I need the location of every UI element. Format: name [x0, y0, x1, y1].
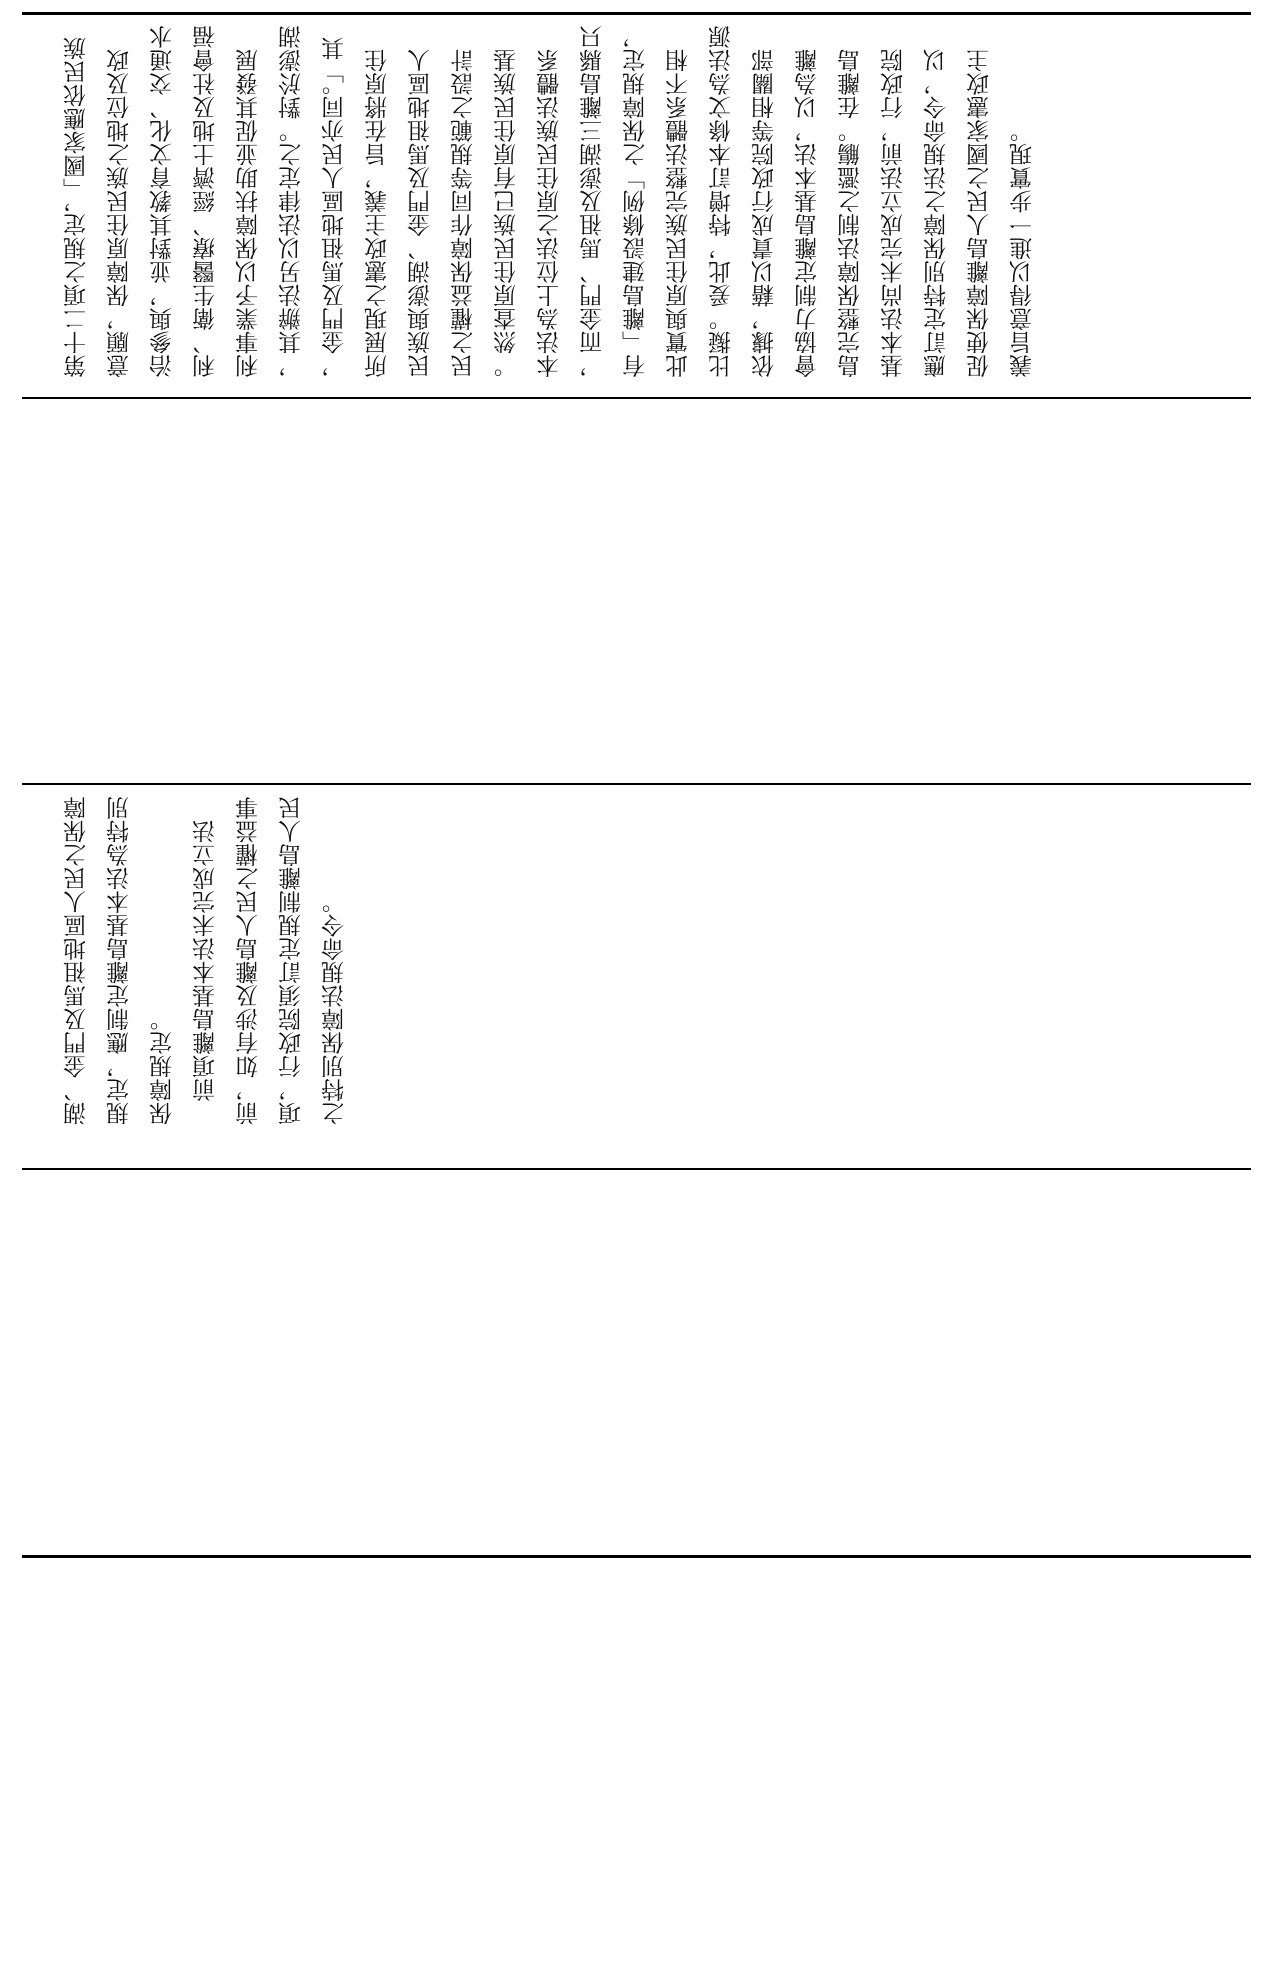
table-row: [22, 786, 1251, 1168]
text-line: 此實與原住民族完整法體系不相: [666, 48, 692, 378]
text-line: 民族與澎湖、金門及馬祖地區人: [408, 48, 434, 378]
table-row: [22, 400, 1251, 783]
table-row: [22, 15, 1251, 397]
text-column: [56, 796, 357, 1125]
text-line: 會協力制定離島基本法，以為離: [795, 48, 821, 378]
text-line: ，金門及馬祖地區人民亦同。」其: [322, 36, 348, 378]
page-bottom-rule: [22, 1555, 1251, 1558]
table-row: [22, 1171, 1251, 1555]
text-line: 島完整保障法制之濫觴。在離島: [838, 48, 864, 378]
text-line: 。然查原住民族已有原住民族基: [494, 48, 520, 378]
text-line: 本法為上位法之原住民族法體系: [537, 48, 563, 378]
text-line: 之特別保障法規命令。: [322, 890, 348, 1125]
row-divider: [22, 1168, 1251, 1170]
text-line: 湖、金門及馬祖地區人民之保障: [64, 796, 90, 1125]
text-line: 保障規定。: [150, 1007, 176, 1125]
text-line: 前項離島基本法未完成立法: [193, 819, 219, 1125]
row-divider: [22, 397, 1251, 399]
text-line: ，而金門、馬祖及澎湖三離島縣只: [580, 25, 606, 378]
text-line: 利、衛生醫療、經濟土地及社會福: [193, 25, 219, 378]
text-column: [56, 25, 1045, 378]
text-line: 前，如有涉及離島人民之權益事: [236, 796, 262, 1125]
text-line: ，其辦法另以法律定之。對於澎湖: [279, 25, 305, 378]
text-line: 依據，藉以責成行政院等相關部: [752, 48, 778, 378]
text-line: 有「離島建設條例」之保障規定，: [623, 25, 649, 378]
text-line: 規定，應制定離島基本法為特別: [107, 796, 133, 1125]
text-line: 意願，保障原住民族之地位及政: [107, 48, 133, 378]
text-line: 民之權益保障作同等規範之設計: [451, 48, 477, 378]
text-line: 所展現之憲政主義，旨在將原住: [365, 48, 391, 378]
text-line: 基本法尚未完成立法前，行政院: [881, 48, 907, 378]
text-line: 義旨意得以進一步實現。: [1010, 119, 1036, 378]
text-line: 比擬。爰此，特增訂本條文為法源: [709, 25, 735, 378]
text-line: 項，行政院須訂定規制離島人民: [279, 796, 305, 1125]
text-line: 利事業予以保障扶助並促其發展: [236, 48, 262, 378]
text-line: 治參與，並對其教育文化、交通水: [150, 25, 176, 378]
row-divider: [22, 783, 1251, 785]
text-line: 應訂定特別保障之法規命令，以: [924, 48, 950, 378]
text-line: 第十二項之規定，「國家應依民族: [64, 36, 90, 378]
text-line: 促使保障離島人民之國家憲政主: [967, 48, 993, 378]
